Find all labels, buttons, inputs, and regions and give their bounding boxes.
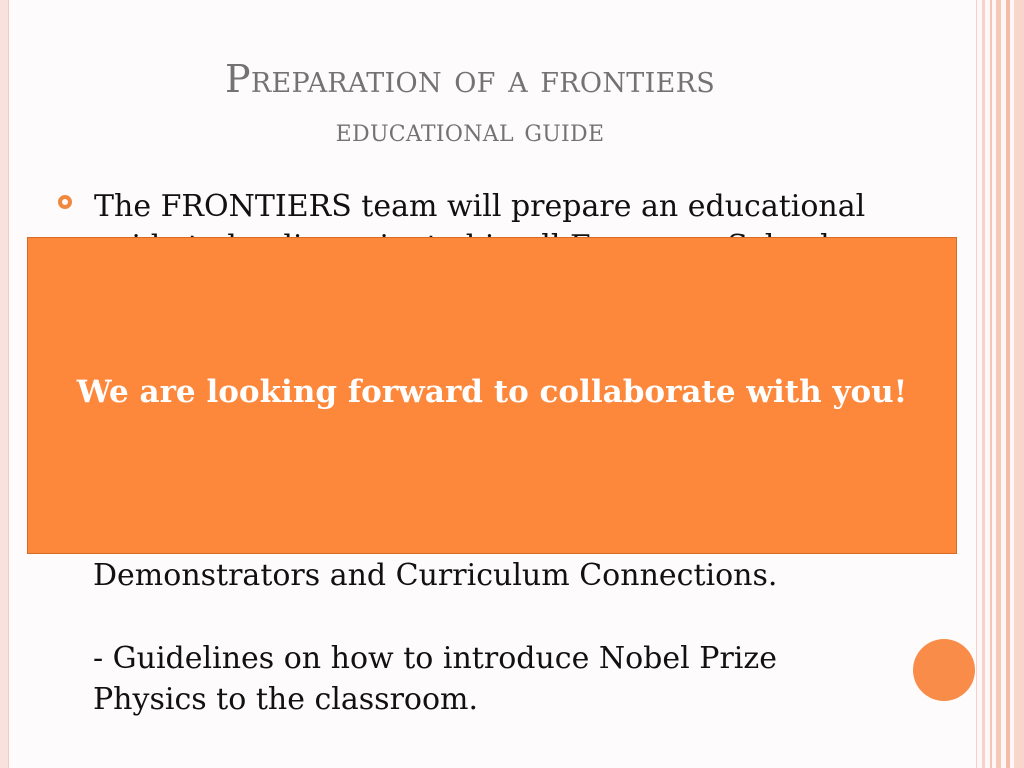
decorative-circle-icon (913, 639, 975, 701)
body-line: Demonstrators and Curriculum Connections. (93, 558, 778, 593)
right-stripe-decoration (976, 0, 1024, 768)
body-line: Physics to the classroom. (93, 682, 479, 717)
overlay-banner (27, 237, 957, 554)
stripe (1006, 0, 1010, 768)
stripe (990, 0, 992, 768)
overlay-message: We are looking forward to collaborate with you! (76, 373, 908, 410)
slide-title-line-1: Preparation of a frontiers (224, 57, 716, 101)
stripe (976, 0, 977, 768)
left-border-decoration (0, 0, 9, 768)
slide-title (80, 54, 860, 156)
stripe (996, 0, 1001, 768)
slide-title-line-2: educational guide (335, 111, 605, 149)
stripe (1014, 0, 1024, 768)
stripe (982, 0, 985, 768)
bullet-text: The FRONTIERS team will prepare an educational (94, 189, 866, 224)
body-line: - Guidelines on how to introduce Nobel Prize (93, 641, 777, 676)
bullet-circle-icon (58, 195, 72, 209)
